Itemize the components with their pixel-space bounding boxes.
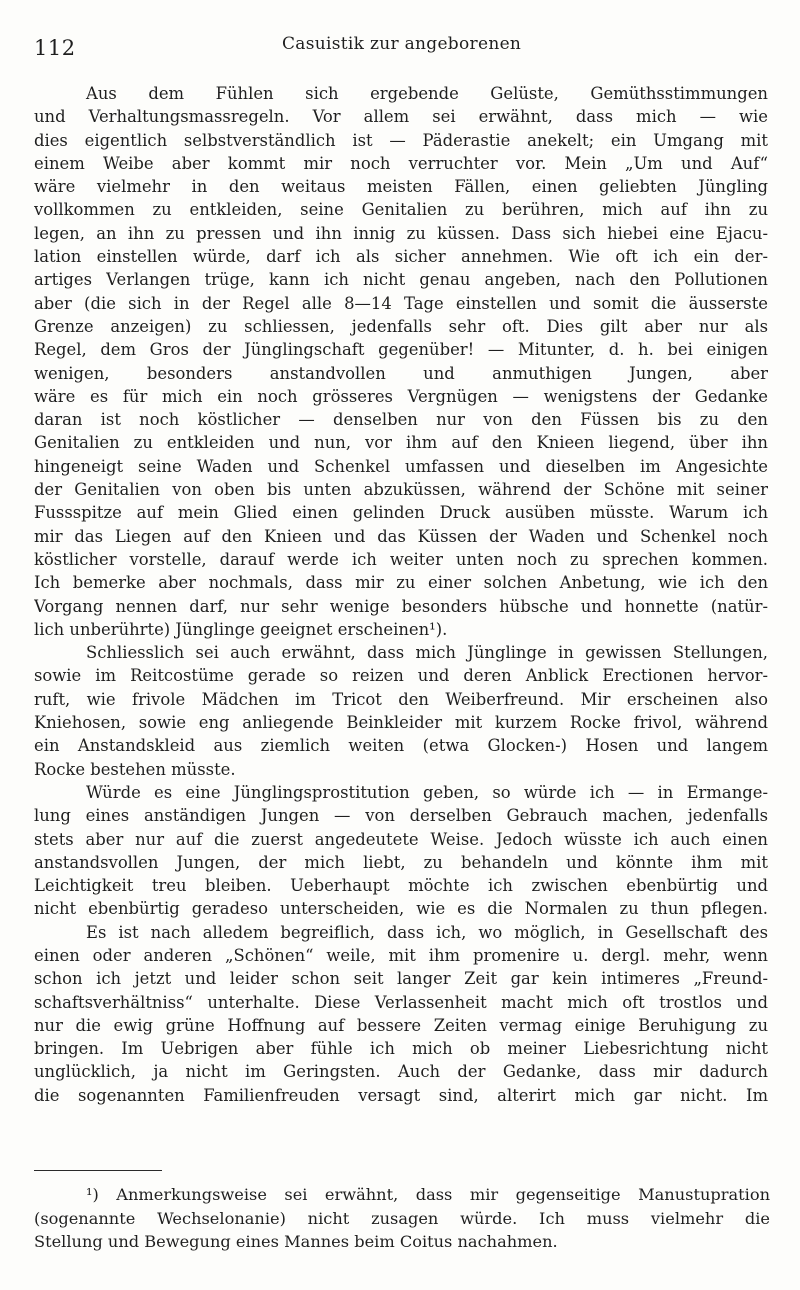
text-line: artiges Verlangen trüge, kann ich nicht genau angeben, nach den Pollutionen: [34, 270, 768, 290]
text-line: daran ist noch köstlicher — denselben nur von den Füssen bis zu den: [34, 410, 768, 430]
text-line: lation einstellen würde, darf ich als sicher annehmen. Wie oft ich ein der-: [34, 247, 768, 267]
footnote-divider: [34, 1170, 162, 1171]
page-header: [34, 30, 774, 60]
text-line: wäre vielmehr in den weitaus meisten Fällen, einen geliebten Jüngling: [34, 177, 768, 197]
text-line: bringen. Im Uebrigen aber fühle ich mich ob meiner Liebesrichtung nicht: [34, 1039, 768, 1059]
text-line: mir das Liegen auf den Knieen und das Küssen der Waden und Schenkel noch: [34, 526, 768, 546]
text-line: Genitalien zu entkleiden und nun, vor ihm auf den Knieen liegend, über ihn: [34, 433, 768, 453]
text-line: nicht ebenbürtig geradeso unterscheiden, wie es die Normalen zu thun pflegen.: [34, 899, 768, 919]
text-line: aber (die sich in der Regel alle 8—14 Tage einstellen und somit die äusserste: [34, 293, 768, 313]
running-head: Casuistik zur angeborenen: [282, 34, 522, 54]
text-line: vollkommen zu entkleiden, seine Genitalien zu berühren, mich auf ihn zu: [34, 200, 768, 220]
text-line: Leichtigkeit treu bleiben. Ueberhaupt möchte ich zwischen ebenbürtig und: [34, 876, 768, 896]
text-line: Ich bemerke aber nochmals, dass mir zu einer solchen Anbetung, wie ich den: [34, 573, 768, 593]
text-line: schaftsverhältniss“ unterhalte. Diese Verlassenheit macht mich oft trostlos und: [34, 992, 768, 1012]
text-line: wenigen, besonders anstandvollen und anmuthigen Jungen, aber: [34, 363, 768, 383]
text-line: Vorgang nennen darf, nur sehr wenige besonders hübsche und honnette (natür-: [34, 596, 768, 616]
text-line: dies eigentlich selbstverständlich ist — Päderastie anekelt; ein Umgang mit: [34, 130, 768, 150]
text-line: lich unberührte) Jünglinge geeignet erscheinen¹).: [34, 619, 448, 639]
text-line: köstlicher vorstelle, darauf werde ich weiter unten noch zu sprechen kommen.: [34, 549, 768, 569]
footnote: [34, 1183, 770, 1254]
text-line: ruft, wie frivole Mädchen im Tricot den Weiberfreund. Mir erscheinen also: [34, 689, 768, 709]
text-line: lung eines anständigen Jungen — von derselben Gebrauch machen, jedenfalls: [34, 806, 768, 826]
text-line: Kniehosen, sowie eng anliegende Beinkleider mit kurzem Rocke frivol, während: [34, 713, 768, 733]
text-line: Fussspitze auf mein Glied einen gelinden Druck ausüben müsste. Warum ich: [34, 503, 768, 523]
text-line: wäre es für mich ein noch grösseres Vergnügen — wenigstens der Gedanke: [34, 386, 768, 406]
text-line: Grenze anzeigen) zu schliessen, jedenfalls sehr oft. Dies gilt aber nur als: [34, 316, 768, 336]
text-line: die sogenannten Familienfreuden versagt sind, alterirt mich gar nicht. Im: [34, 1085, 768, 1105]
text-line: einen oder anderen „Schönen“ weile, mit ihm promenire u. dergl. mehr, wenn: [34, 945, 768, 965]
text-line: sowie im Reitcostüme gerade so reizen und deren Anblick Erectionen hervor-: [34, 666, 768, 686]
page-number: 112: [34, 36, 76, 60]
text-line: schon ich jetzt und leider schon seit langer Zeit gar kein intimeres „Freund-: [34, 969, 768, 989]
text-line: einem Weibe aber kommt mir noch verruchter vor. Mein „Um und Auf“: [34, 153, 768, 173]
footnote-line: (sogenannte Wechselonanie) nicht zusagen würde. Ich muss vielmehr die: [34, 1208, 770, 1228]
text-line: legen, an ihn zu pressen und ihn innig zu küssen. Dass sich hiebei eine Ejacu-: [34, 223, 768, 243]
text-line: ein Anstandskleid aus ziemlich weiten (etwa Glocken-) Hosen und langem: [34, 736, 768, 756]
text-line: Würde es eine Jünglingsprostitution geben, so würde ich — in Ermange-: [86, 782, 768, 802]
footnote-line: Stellung und Bewegung eines Mannes beim Coitus nachahmen.: [34, 1232, 558, 1251]
footnote-line: ¹) Anmerkungsweise sei erwähnt, dass mir gegenseitige Manustupration: [86, 1185, 770, 1204]
text-line: Regel, dem Gros der Jünglingschaft gegenüber! — Mitunter, d. h. bei einigen: [34, 340, 768, 360]
text-line: stets aber nur auf die zuerst angedeutete Weise. Jedoch wüsste ich auch einen: [34, 829, 768, 849]
text-line: nur die ewig grüne Hoffnung auf bessere Zeiten vermag einige Beruhigung zu: [34, 1015, 768, 1035]
text-line: Es ist nach alledem begreiflich, dass ich, wo möglich, in Gesellschaft des: [86, 922, 768, 942]
text-line: und Verhaltungsmassregeln. Vor allem sei erwähnt, dass mich — wie: [34, 107, 768, 127]
text-line: unglücklich, ja nicht im Geringsten. Auch der Gedanke, dass mir dadurch: [34, 1062, 768, 1082]
text-line: der Genitalien von oben bis unten abzuküssen, während der Schöne mit seiner: [34, 480, 768, 500]
text-line: Aus dem Fühlen sich ergebende Gelüste, Gemüthsstimmungen: [86, 84, 768, 103]
text-line: hingeneigt seine Waden und Schenkel umfassen und dieselben im Angesichte: [34, 456, 768, 476]
text-line: Rocke bestehen müsste.: [34, 759, 236, 779]
body-text: [34, 82, 768, 1107]
text-line: Schliesslich sei auch erwähnt, dass mich Jünglinge in gewissen Stellungen,: [86, 643, 768, 663]
text-line: anstandsvollen Jungen, der mich liebt, zu behandeln und könnte ihm mit: [34, 852, 768, 872]
